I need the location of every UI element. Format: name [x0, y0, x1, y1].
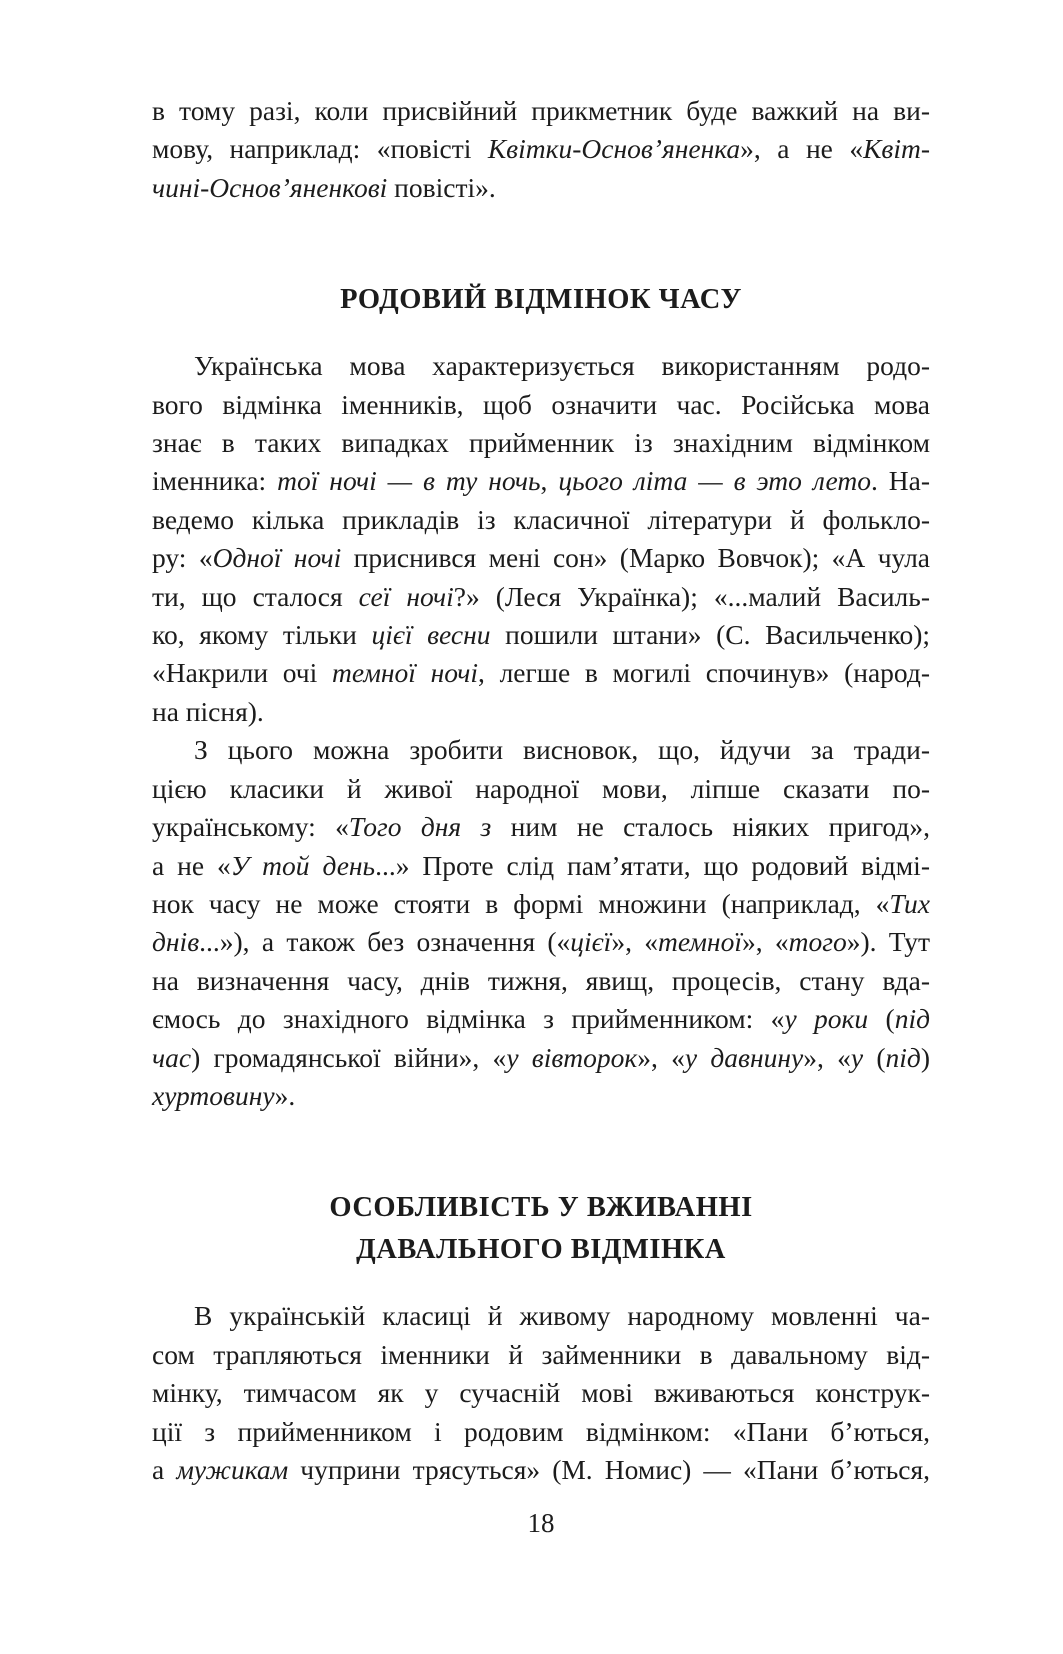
italic-text-run: цього літа — в это лето: [558, 465, 871, 497]
text-run: (: [868, 1003, 895, 1035]
text-run: З цього можна зробити висновок, що, йдучи за тради-: [194, 734, 930, 766]
text-run: ) громадянської війни», «: [191, 1041, 507, 1073]
text-run: цією класики й живої народної мови, ліпше сказати по-: [152, 772, 930, 804]
text-line: [152, 1451, 930, 1489]
text-run: мінку, тимчасом як у сучасній мові вживаються конструк-: [152, 1377, 930, 1409]
italic-text-run: Того дня з: [348, 811, 492, 843]
heading-line: РОДОВИЙ ВІДМІНОК ЧАСУ: [340, 284, 742, 316]
text-line: [152, 731, 930, 769]
italic-text-run: тої ночі — в ту ночь: [277, 465, 541, 497]
text-line: [152, 1413, 930, 1451]
paragraph-rodovyi-2: [152, 731, 930, 1115]
text-run: а не «: [152, 849, 231, 881]
section-heading-rodovyi-vidminok-chasu: [152, 279, 930, 321]
text-run: на визначення часу, днів тижня, явищ, процесів, стану вда-: [152, 964, 930, 996]
text-line: [152, 1297, 930, 1335]
text-line: [152, 424, 930, 462]
text-line: [152, 386, 930, 424]
italic-text-run: у: [850, 1041, 864, 1073]
text-line: [152, 693, 930, 731]
text-run: ції з прийменником і родовим відмінком: «Пани б’ються,: [152, 1415, 930, 1447]
text-line: [152, 770, 930, 808]
text-run: ру: «: [152, 542, 213, 574]
text-line: [152, 808, 930, 846]
text-run: ...» Проте слід пам’ятати, що родовий відмі-: [375, 849, 930, 881]
paragraph-rodovyi-1: [152, 347, 930, 731]
section-heading-osoblyvist-davalnoho-vidminka: [152, 1187, 930, 1271]
intro-paragraph: [152, 92, 930, 207]
text-run: нок часу не може стояти в формі множини (наприклад, «: [152, 887, 890, 919]
text-line: [152, 654, 930, 692]
text-line: [152, 578, 930, 616]
text-run: повісті».: [387, 171, 496, 203]
italic-text-run: під: [885, 1041, 921, 1073]
text-run: , легше в могилі спочинув» (народ-: [478, 657, 931, 689]
text-line: [152, 1374, 930, 1412]
paragraph-davalnyi-1: [152, 1297, 930, 1489]
text-run: В українській класиці й живому народному мовленні ча-: [194, 1300, 930, 1332]
text-run: ?» (Леся Українка); «...малий Василь-: [453, 580, 930, 612]
text-line: [152, 92, 930, 130]
text-run: », а не «: [740, 133, 864, 165]
text-run: ».: [274, 1079, 296, 1111]
italic-text-run: цієї: [570, 926, 612, 958]
italic-text-run: хуртовину: [152, 1079, 275, 1111]
text-run: Українська мова характеризується використанням родо-: [194, 350, 930, 382]
text-run: ,: [540, 465, 559, 497]
text-run: . На-: [870, 465, 930, 497]
heading-line: ДАВАЛЬНОГО ВІДМІНКА: [356, 1234, 726, 1266]
text-run: а: [152, 1453, 177, 1485]
text-line: [152, 962, 930, 1000]
text-run: українському: «: [152, 811, 349, 843]
text-line: [152, 130, 930, 168]
text-run: ним не сталось ніяких пригод»,: [491, 811, 930, 843]
italic-text-run: сеї ночі: [358, 580, 454, 612]
italic-text-run: темної ночі: [331, 657, 479, 689]
heading-line: ОСОБЛИВІСТЬ У ВЖИВАННІ: [329, 1192, 753, 1224]
italic-text-run: Квіт-: [863, 133, 930, 165]
italic-text-run: Тих: [889, 887, 930, 919]
text-run: ко, якому тільки: [152, 619, 372, 651]
text-run: », «: [741, 926, 789, 958]
text-run: », «: [803, 1041, 851, 1073]
italic-text-run: цієї весни: [371, 619, 491, 651]
text-line: [152, 1336, 930, 1374]
italic-text-run: у роки: [784, 1003, 869, 1035]
text-run: знає в таких випадках прийменник із знахідним відмінком: [152, 427, 930, 459]
text-run: ти, що сталося: [152, 580, 359, 612]
text-line: [152, 501, 930, 539]
text-line: [152, 1039, 930, 1077]
text-run: ведемо кілька прикладів із класичної літератури й фолькло-: [152, 503, 930, 535]
italic-text-run: днів: [152, 926, 200, 958]
text-run: », «: [611, 926, 658, 958]
text-line: [152, 347, 930, 385]
italic-text-run: Одної ночі: [212, 542, 342, 574]
text-run: чуприни трясуться» (М. Номис) — «Пани б’ються,: [288, 1453, 930, 1485]
italic-text-run: Квітки-Основ’яненка: [487, 133, 741, 165]
page-body: [152, 92, 930, 1489]
text-line: [152, 885, 930, 923]
text-run: ємось до знахідного відмінка з прийменником: «: [152, 1003, 785, 1035]
italic-text-run: того: [788, 926, 847, 958]
text-run: приснився мені сон» (Марко Вовчок); «А чула: [341, 542, 931, 574]
italic-text-run: темної: [658, 926, 742, 958]
text-line: [152, 847, 930, 885]
italic-text-run: у давнину: [684, 1041, 804, 1073]
text-run: мову, наприклад: «повісті: [152, 133, 488, 165]
text-run: ...»), а також без означення («: [199, 926, 571, 958]
text-line: [152, 539, 930, 577]
italic-text-run: У той день: [230, 849, 376, 881]
text-line: [152, 462, 930, 500]
italic-text-run: під: [894, 1003, 930, 1035]
text-run: (: [863, 1041, 886, 1073]
text-line: [152, 616, 930, 654]
text-line: [152, 1000, 930, 1038]
text-run: », «: [637, 1041, 685, 1073]
page-number: 18: [527, 1508, 555, 1539]
text-run: на пісня).: [152, 695, 264, 727]
text-line: [152, 1077, 930, 1115]
text-run: пошили штани» (С. Васильченко);: [490, 619, 930, 651]
text-run: ): [920, 1041, 930, 1073]
text-run: «Накрили очі: [152, 657, 332, 689]
text-line: [152, 923, 930, 961]
italic-text-run: мужикам: [176, 1453, 289, 1485]
text-line: [152, 169, 930, 207]
text-run: »). Тут: [846, 926, 931, 958]
text-run: сом трапляються іменники й займенники в давальному від-: [152, 1338, 930, 1370]
text-run: в тому разі, коли присвійний прикметник буде важкий на ви-: [152, 95, 930, 126]
text-run: вого відмінка іменників, щоб означити час. Російська мова: [152, 388, 930, 420]
italic-text-run: чині-Основ’яненкові: [152, 171, 388, 203]
text-run: іменника:: [152, 465, 278, 497]
italic-text-run: час: [152, 1041, 192, 1073]
italic-text-run: у вівторок: [506, 1041, 638, 1073]
